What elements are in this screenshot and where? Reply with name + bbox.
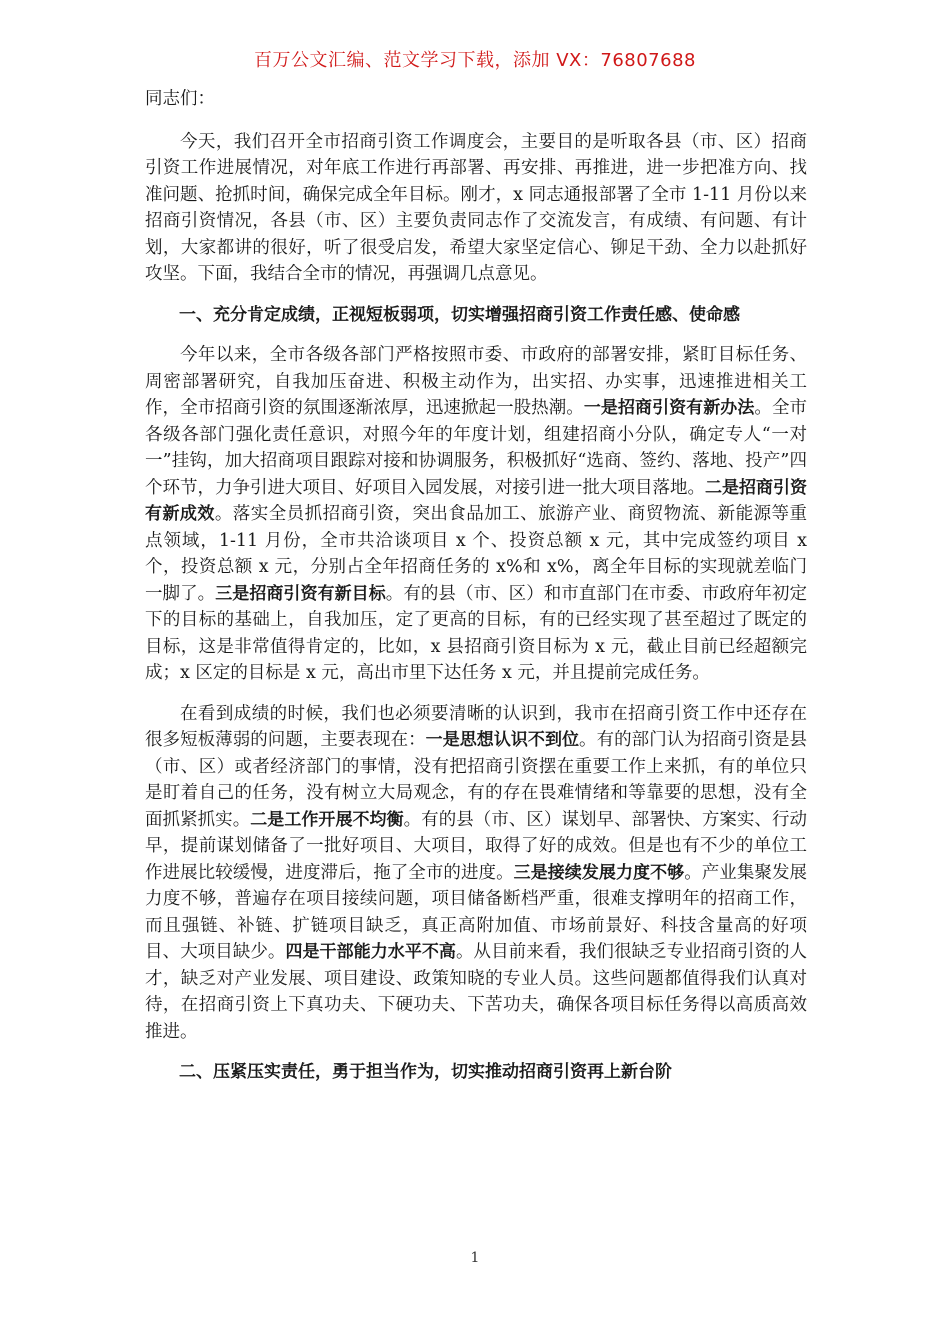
bold-point-1: 一是思想认识不到位 bbox=[425, 730, 580, 750]
bold-point-3: 三是招商引资有新目标 bbox=[215, 583, 386, 604]
section-heading-2: 二、压紧压实责任，勇于担当作为，切实推动招商引资再上新台阶 bbox=[179, 1062, 672, 1082]
bold-point-2: 二是工作开展不均衡 bbox=[250, 809, 404, 830]
salutation: 同志们： bbox=[145, 89, 215, 109]
bold-point-2: 二是招商引资有新成效 bbox=[145, 477, 807, 524]
text-run: 今年以来，全市各级各部门严格按照市委、市政府的部署安排，紧盯目标任务、周密部署研究，自我加压奋进、积极主动作为，出实招、办实事，迅速推进相关工作，全市招商引资的氛围逐渐浓厚，迅速掀起一股热潮。 bbox=[145, 345, 807, 418]
text-run: 。有的县（市、区）谋划早、部署快、方案实、行动早，提前谋划储备了一批好项目、大项目，取得了好的成效。但是也有不少的单位工作进展比较缓慢，进度滞后，拖了全市的进度。 bbox=[145, 809, 808, 883]
paragraph-problems bbox=[145, 701, 807, 1046]
text-run: 。有的县（市、区）和市直部门在市委、市政府年初定下的目标的基础上，自我加压，定了更高的目标，有的已经实现了甚至超过了既定的目标，这是非常值得肯定的，比如，x 县招商引资目标为 x 元，截止目前已经超额完成；x 区定的目标是 x 元，高出市里下达任务 x 元，并且提前完成任务。 bbox=[145, 583, 808, 683]
section-heading-1: 一、充分肯定成绩，正视短板弱项，切实增强招商引资工作责任感、使命感 bbox=[179, 304, 740, 325]
text-run: 。全市各级各部门强化责任意识，对照今年的年度计划，组建招商小分队，确定专人“一对一”挂钩，加大招商项目跟踪对接和协调服务，积极抓好“选商、签约、落地、投产”四个环节，力争引进大项目、好项目入园发展，对接引进一批大项目落地。 bbox=[145, 398, 808, 498]
watermark-banner: 百万公文汇编、范文学习下载，添加 VX：76807688 bbox=[254, 50, 696, 71]
bold-point-4: 四是干部能力水平不高 bbox=[285, 942, 456, 962]
text-run: 。落实全员抓招商引资，突出食品加工、旅游产业、商贸物流、新能源等重点领域，1-11 月份，全市共洽谈项目 x 个、投资总额 x 元，其中完成签约项目 x 个，投资总额 x 元，分别占全年招商任务的 x%和 x%，离全年目标的实现就差临门一脚了。 bbox=[145, 504, 808, 604]
text-run: 。有的部门认为招商引资是县（市、区）或者经济部门的事情，没有把招商引资摆在重要工作上来抓，有的单位只是盯着自己的任务，没有树立大局观念，有的存在畏难情绪和等靠要的思想，没有全面抓紧抓实。 bbox=[145, 730, 808, 830]
text-run: 在看到成绩的时候，我们也必须要清晰的认识到，我市在招商引资工作中还存在很多短板薄弱的问题，主要表现在： bbox=[145, 703, 807, 750]
page-number: 1 bbox=[470, 1250, 480, 1266]
text-run: 。产业集聚发展力度不够，普遍存在项目接续问题，项目储备断档严重，很难支撑明年的招商工作，而且强链、补链、扩链项目缺乏，真正高附加值、市场前景好、科技含量高的好项目、大项目缺少。 bbox=[145, 862, 808, 962]
bold-point-3: 三是接续发展力度不够 bbox=[513, 862, 685, 883]
paragraph-achievements bbox=[145, 342, 807, 687]
paragraph-intro: 今天，我们召开全市招商引资工作调度会，主要目的是听取各县（市、区）招商引资工作进展情况，对年底工作进行再部署、再安排、再推进，进一步把准方向、找准问题、抢抓时间，确保完成全年目标。刚才，x 同志通报部署了全市 1-11 月份以来招商引资情况，各县（市、区）主要负责同志作了交流发言，有成绩、有问题、有计划，大家都讲的很好，听了很受启发，希望大家坚定信心、铆足干劲、全力以赴抓好攻坚。下面，我结合全市的情况，再强调几点意见。 bbox=[145, 131, 807, 284]
text-run: 。从目前来看，我们很缺乏专业招商引资的人才，缺乏对产业发展、项目建设、政策知晓的专业人员。这些问题都值得我们认真对待，在招商引资上下真功夫、下硬功夫、下苦功夫，确保各项目标任务得以高质高效推进。 bbox=[145, 942, 808, 1042]
bold-point-1: 一是招商引资有新办法 bbox=[583, 398, 755, 418]
document-body bbox=[145, 86, 807, 1100]
